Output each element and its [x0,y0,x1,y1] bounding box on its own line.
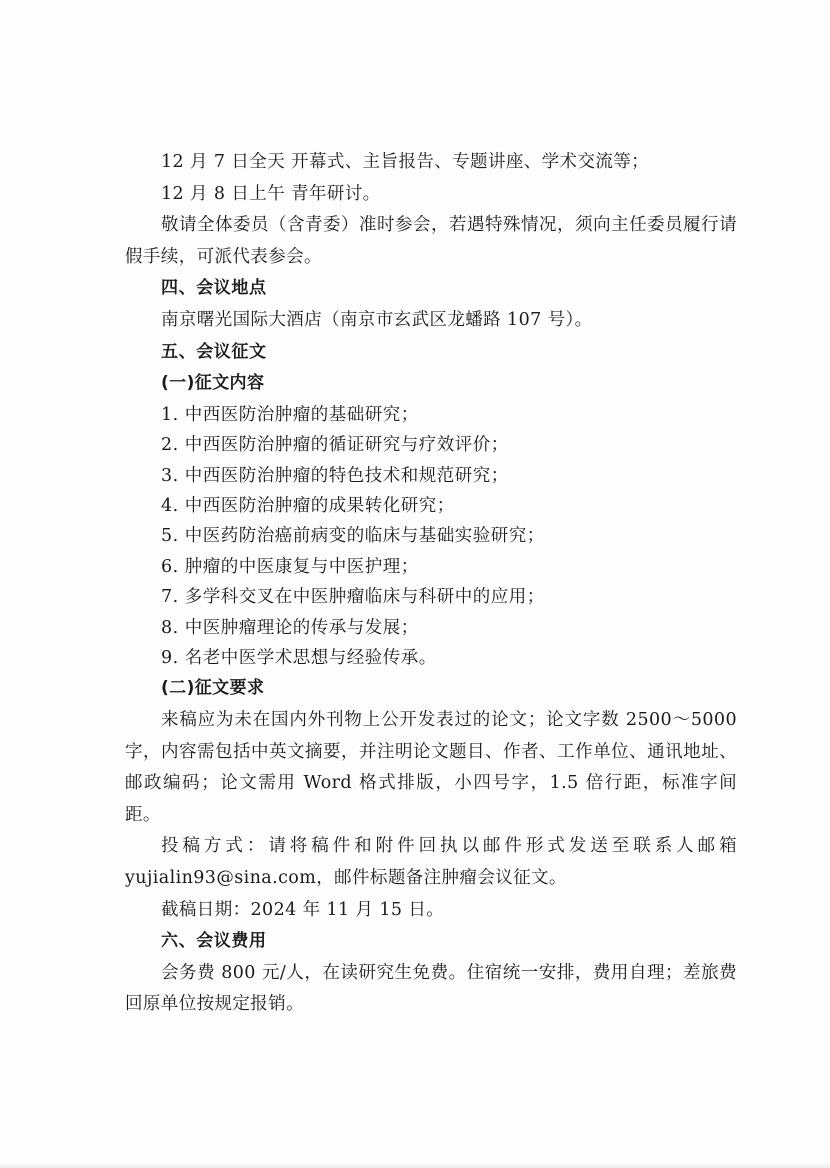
list-item: 3. 中西医防治肿瘤的特色技术和规范研究； [161,465,509,486]
subheading-paper-requirements: (二)征文要求 [161,678,265,699]
submission-method-text: 投稿方式：请将稿件和附件回执以邮件形式发送至联系人邮箱 yujialin93@sina.com，邮件标题备注肿瘤会议征文。 [125,836,743,888]
paper-topics-list [125,400,737,674]
scan-shadow [0,1162,830,1168]
schedule-line-dec7: 12 月 7 日全天 开幕式、主旨报告、专题讲座、学术交流等； [161,152,650,172]
list-item: 7. 多学科交叉在中医肿瘤临床与科研中的应用； [161,587,545,608]
document-body [125,147,743,1021]
schedule-line-dec8: 12 月 8 日上午 青年研讨。 [161,183,381,204]
list-item: 4. 中西医防治肿瘤的成果转化研究； [161,495,455,516]
subheading-paper-topics: (一)征文内容 [161,373,265,394]
submission-deadline: 截稿日期：2024 年 11 月 15 日。 [161,899,445,920]
list-item: 9. 名老中医学术思想与经验传承。 [161,648,437,668]
venue-address: 南京曙光国际大酒店（南京市玄武区龙蟠路 107 号）。 [161,309,593,330]
list-item: 1. 中西医防治肿瘤的基础研究； [161,404,419,425]
section-heading-fees: 六、会议费用 [161,931,267,952]
fees-text: 会务费 800 元/人，在读研究生免费。住宿统一安排，费用自理；差旅费回原单位按规定报销。 [125,962,737,1015]
list-item: 5. 中医药防治癌前病变的临床与基础实验研究； [161,526,545,547]
list-item: 8. 中医肿瘤理论的传承与发展； [161,617,419,638]
section-heading-call-for-papers: 五、会议征文 [161,341,267,362]
section-heading-venue: 四、会议地点 [161,278,267,299]
paper-requirements-text: 来稿应为未在国内外刊物上公开发表过的论文；论文字数 2500～5000 字，内容需包括中英文摘要，并注明论文题目、作者、工作单位、通讯地址、邮政编码；论文需用 Word 格式排版，小四号字，1.5 倍行距，标准字间距。 [125,710,743,825]
attendance-notice: 敬请全体委员（含青委）准时参会，若遇特殊情况，须向主任委员履行请假手续，可派代表参会。 [125,215,737,267]
list-item: 6. 肿瘤的中医康复与中医护理； [161,556,419,577]
list-item: 2. 中西医防治肿瘤的循证研究与疗效评价； [161,435,509,456]
